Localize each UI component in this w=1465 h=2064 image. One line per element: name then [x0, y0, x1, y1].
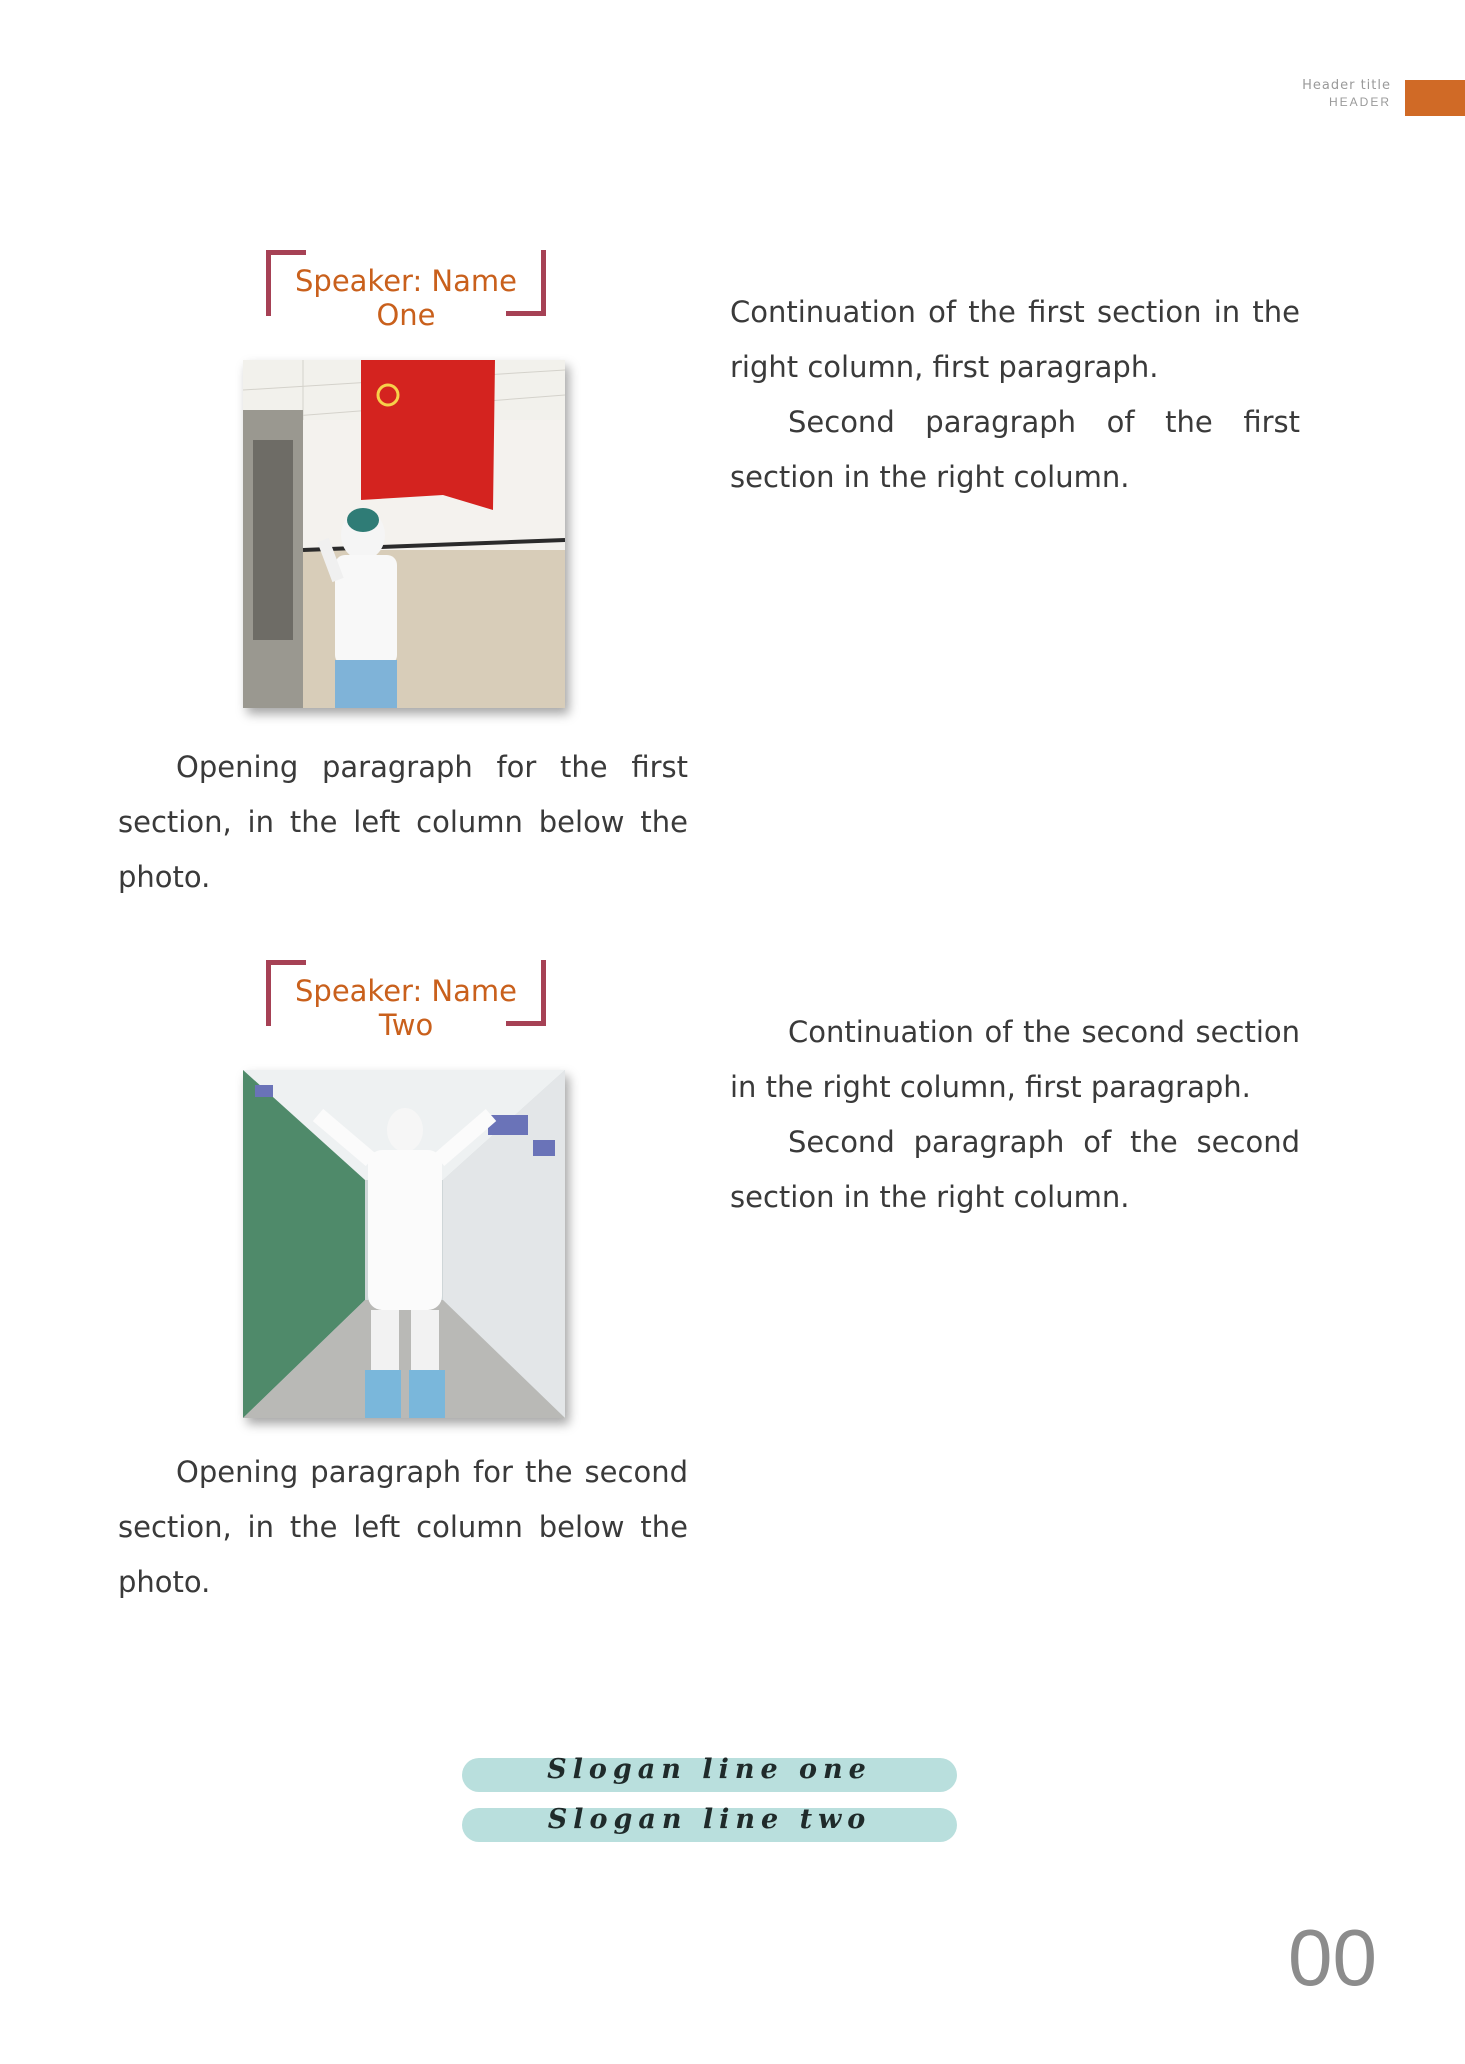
section1-right-column — [730, 285, 1300, 505]
page-number: 00 — [1288, 1913, 1377, 2002]
section1-left-column — [118, 740, 688, 905]
photo-corridor-image — [243, 1070, 565, 1418]
section1-right-paragraph-2: Second paragraph of the first section in the right column. — [730, 405, 1300, 494]
section1-right-paragraph-1: Continuation of the first section in the right column, first paragraph. — [730, 295, 1300, 384]
section2-right-paragraph-2: Second paragraph of the second section in the right column. — [730, 1125, 1300, 1214]
header-accent-bar — [1405, 80, 1465, 116]
speaker-label-1: Speaker: Name One — [295, 264, 517, 332]
photo-flag — [243, 360, 565, 708]
section2-left-paragraph: Opening paragraph for the second section, in the left column below the photo. — [118, 1455, 688, 1599]
section2-right-paragraph-1: Continuation of the second section in the right column, first paragraph. — [730, 1015, 1300, 1104]
section1-left-paragraph: Opening paragraph for the first section, in the left column below the photo. — [118, 750, 688, 894]
section2-left-column — [118, 1445, 688, 1610]
header-title-cn: Header title — [1302, 78, 1391, 93]
slogan-text-1: Slogan line one — [547, 1754, 872, 1785]
speaker-frame-2 — [266, 960, 546, 1042]
slogan-text-2: Slogan line two — [547, 1804, 872, 1835]
photo-corridor — [243, 1070, 565, 1418]
section2-right-column — [730, 1005, 1300, 1225]
speaker-label-2: Speaker: Name Two — [295, 974, 517, 1042]
page-header — [1302, 78, 1391, 109]
slogan-line-1 — [462, 1754, 957, 1792]
photo-flag-image — [243, 360, 565, 708]
speaker-frame-1 — [266, 250, 546, 332]
header-title-en: HEADER — [1328, 95, 1391, 109]
slogan-line-2 — [462, 1804, 957, 1842]
